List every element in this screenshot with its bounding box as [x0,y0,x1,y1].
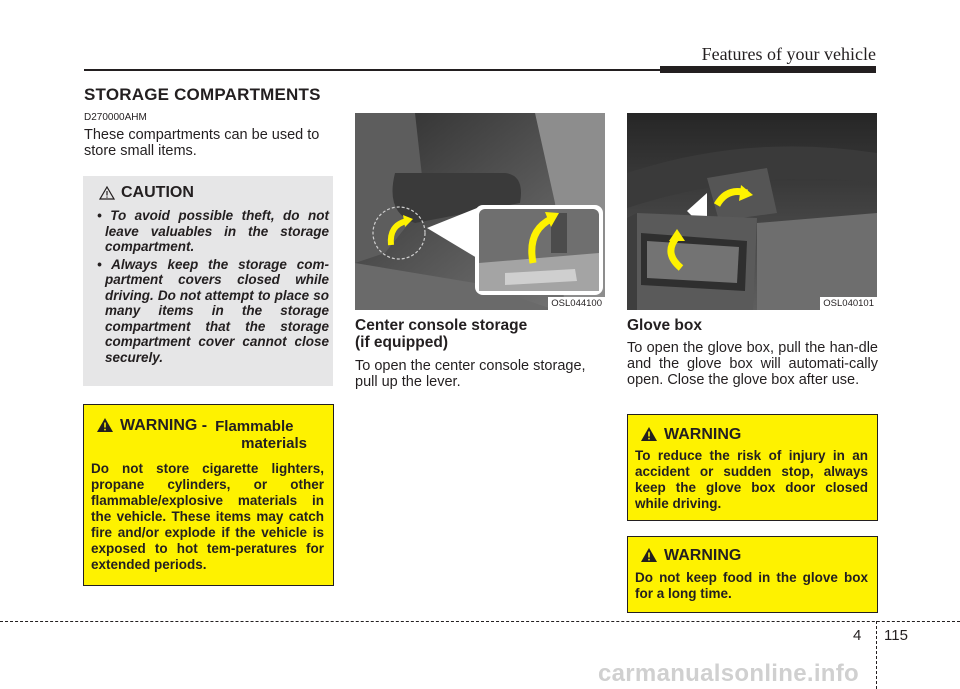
warning-glovebox-door-box [627,414,878,521]
heading-line: Center console storage [355,317,528,334]
warning-triangle-icon [96,417,114,433]
warning-glovebox-door-title [640,426,741,444]
warning-glovebox-door-body: To reduce the risk of injury in an accident or sudden stop, always keep the glove box door closed while driving. [635,448,868,511]
center-console-body [355,358,607,390]
center-console-heading [355,317,605,351]
subtitle-line: materials [241,435,307,452]
caution-list [93,208,329,367]
center-console-image [355,113,605,310]
glove-box-heading: Glove box [627,317,702,334]
caution-item: • To avoid possible theft, do not leave valuables in the storage compartment. [97,208,330,254]
header-rule [84,69,660,71]
center-console-illustration [355,113,605,310]
warning-food-body: Do not keep food in the glove box for a long time. [635,570,868,601]
section-code: D270000AHM [84,112,147,123]
warning-food-box [627,536,878,613]
intro-line: These compartments can be used to [84,127,320,143]
intro-line: store small items. [84,143,197,159]
glove-box-image-code: OSL040101 [820,297,877,310]
page-number: 115 [884,627,908,644]
running-header: Features of your vehicle [701,44,876,64]
caution-title-text: CAUTION [121,184,194,201]
warning-triangle-icon [640,547,658,563]
subtitle-line: Flammable [215,418,294,435]
warning-flammable-label: WARNING - [120,417,208,434]
caution-triangle-icon [99,186,115,200]
section-heading: STORAGE COMPARTMENTS [84,85,321,104]
footer-divider [876,621,877,689]
warning-food-label: WARNING [664,547,742,564]
footer-rule [0,621,960,622]
warning-flammable-box [83,404,334,586]
center-console-image-code: OSL044100 [548,297,605,310]
section-intro [84,127,334,159]
glove-box-illustration [627,113,877,310]
heading-line: (if equipped) [355,334,448,351]
body-line: pull up the lever. [355,374,461,390]
caution-box [83,176,333,386]
caution-item-text: Always keep the storage com-partment covers closed while driving. Do not attempt to place so many items in the storage compartment that the storage compartment cover cannot close securely. [105,256,329,365]
caution-item: • Always keep the storage com-partment covers closed while driving. Do not attempt to place so many items in the storage compartment that the storage compartment cover cannot close securely. [97,256,329,365]
caution-title [99,184,194,202]
warning-triangle-icon [640,426,658,442]
warning-flammable-body: Do not store cigarette lighters, propane cylinders, or other flammable/explosive materials in the vehicle. These items may catch fire and/or explode if the vehicle is exposed to hot tem-peratures for extended periods. [91,461,324,572]
glove-box-image [627,113,877,310]
caution-item-text: To avoid possible theft, do not leave valuables in the storage compartment. [105,208,330,254]
warning-glovebox-door-label: WARNING [664,426,742,443]
warning-flammable-subtitle [215,418,307,452]
body-line: To open the center console storage, [355,358,586,374]
watermark: carmanualsonline.info [598,660,860,687]
warning-food-title [640,547,741,565]
warning-flammable-title [96,417,307,451]
glove-box-body: To open the glove box, pull the han-dle and the glove box will automati-cally open. Close the glove box after use. [627,340,878,388]
header-rule-thick [660,66,876,73]
chapter-number: 4 [853,627,862,644]
